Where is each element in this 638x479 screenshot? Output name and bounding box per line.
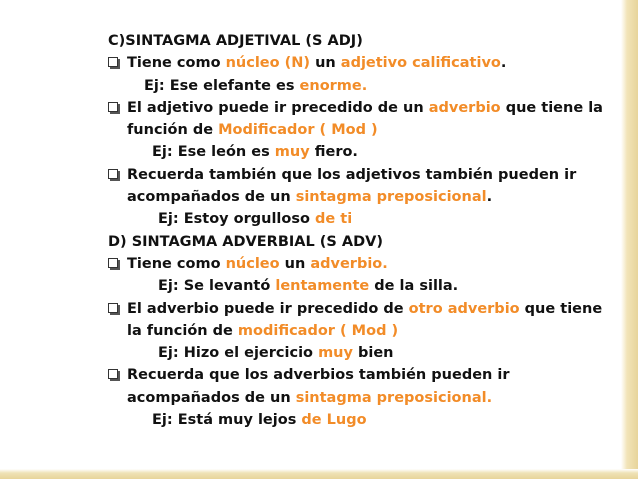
- term-nucleo: núcleo (N): [225, 55, 311, 72]
- term-adverbio: adverbio: [428, 99, 501, 116]
- bullet-adj-nucleo: Tiene como núcleo (N) un adjetivo calificativo.: [108, 52, 608, 74]
- bullet-adj-modificador: El adjetivo puede ir precedido de un adverbio que tiene la función de Modificador ( Mod ): [108, 97, 608, 142]
- term-modificador: modificador ( Mod ): [237, 322, 399, 339]
- term-adjetivo-calificativo: adjetivo calificativo: [340, 55, 501, 72]
- term-nucleo: núcleo: [225, 255, 280, 272]
- example-adv-lugo: Ej: Está muy lejos de Lugo: [152, 412, 367, 429]
- square-bullet-icon: [108, 57, 118, 67]
- heading-adjetival: C)SINTAGMA ADJETIVAL (S ADJ): [108, 33, 363, 49]
- term-sintagma-preposicional: sintagma preposicional.: [295, 389, 493, 406]
- example-adj-orgulloso: Ej: Estoy orgulloso de ti: [158, 211, 353, 228]
- bullet-adv-modificador: El adverbio puede ir precedido de otro adverbio que tiene la función de modificador ( Mod ): [108, 298, 608, 343]
- term-sintagma-preposicional: sintagma preposicional: [295, 189, 487, 206]
- square-bullet-icon: [108, 303, 118, 313]
- slide-content: [108, 30, 608, 431]
- slide-border-bottom: [0, 469, 638, 479]
- square-bullet-icon: [108, 369, 118, 379]
- square-bullet-icon: [108, 102, 118, 112]
- square-bullet-icon: [108, 169, 118, 179]
- term-otro-adverbio: otro adverbio: [408, 300, 520, 317]
- term-adverbio: adverbio.: [310, 255, 388, 272]
- bullet-adv-nucleo: Tiene como núcleo un adverbio.: [108, 253, 608, 275]
- bullet-adj-sprep: Recuerda también que los adjetivos también pueden ir acompañados de un sintagma preposicional.: [108, 164, 608, 209]
- example-adj-enorme: Ej: Ese elefante es enorme.: [144, 77, 368, 94]
- square-bullet-icon: [108, 258, 118, 268]
- example-adv-lentamente: Ej: Se levantó lentamente de la silla.: [158, 278, 459, 295]
- bullet-adv-sprep: Recuerda que los adverbios también pueden ir acompañados de un sintagma preposicional.: [108, 364, 608, 409]
- example-adv-muy-bien: Ej: Hizo el ejercicio muy bien: [158, 345, 394, 362]
- heading-adverbial: D) SINTAGMA ADVERBIAL (S ADV): [108, 233, 384, 250]
- example-adj-fiero: Ej: Ese león es muy fiero.: [152, 144, 358, 161]
- term-modificador: Modificador ( Mod ): [218, 122, 378, 139]
- slide-border-right: [621, 0, 638, 479]
